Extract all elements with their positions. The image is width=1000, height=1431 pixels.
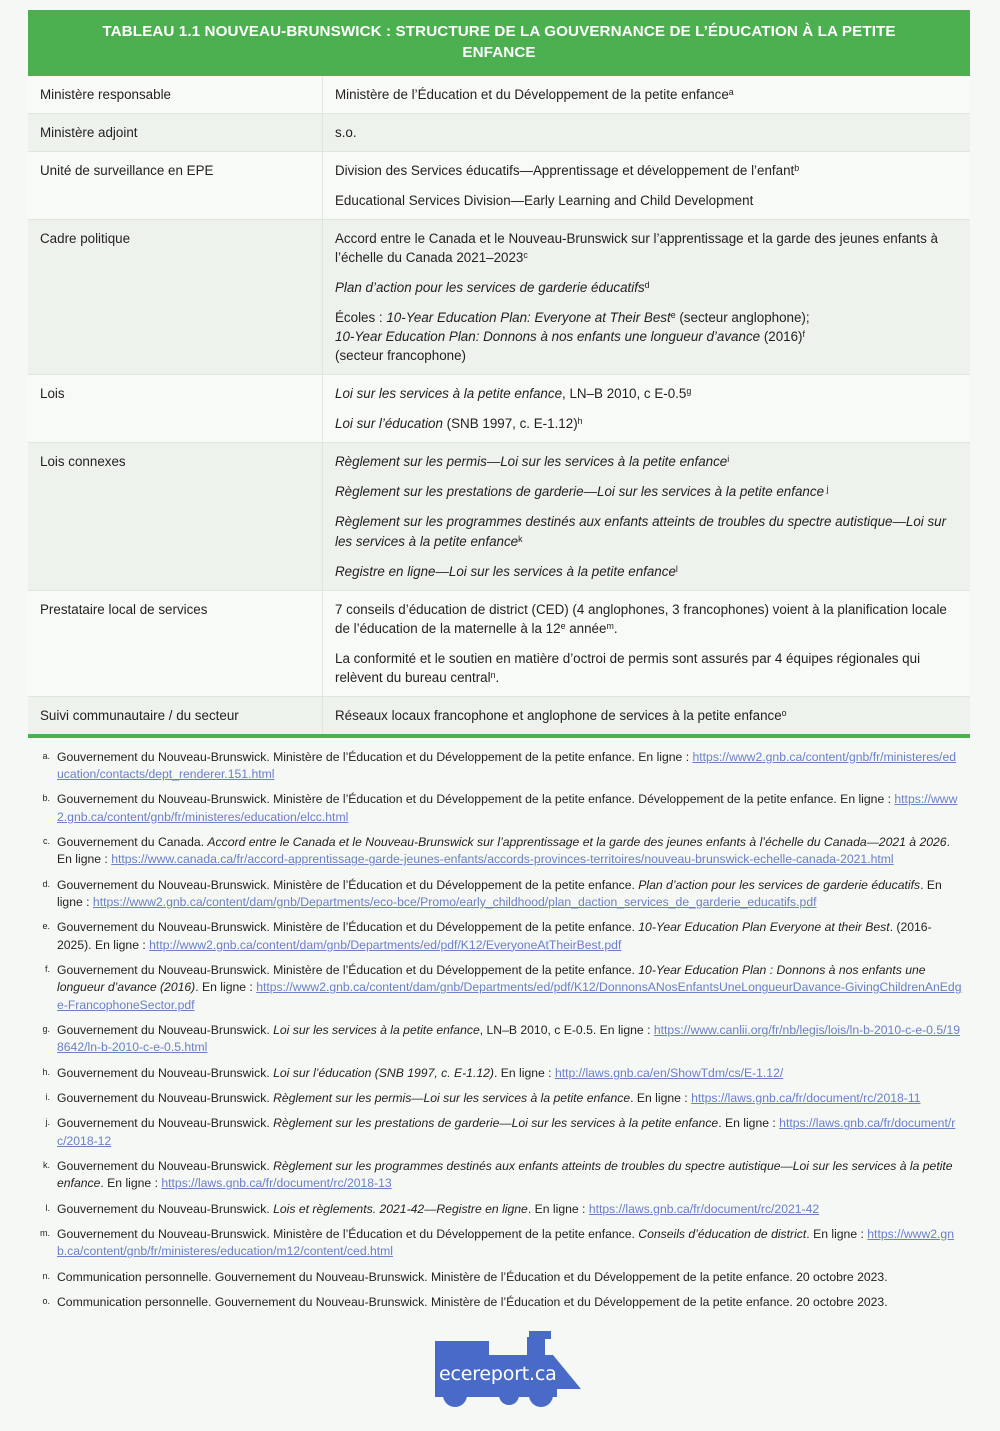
italic-text: Loi sur l’éducation xyxy=(335,416,443,432)
footnote-item xyxy=(32,749,962,784)
reference-link[interactable]: https://www.canlii.org/fr/nb/legis/lois/ln-b-2010-c-e-0.5/198642/ln-b-2010-c-e-0.5.html xyxy=(57,1022,961,1055)
text-run: , LN–B 2010, c E-0.5 xyxy=(562,386,687,402)
footnote-mark: b. xyxy=(42,793,50,804)
text-run: Gouvernement du Nouveau-Brunswick. xyxy=(57,1090,274,1105)
footnote-marker: c xyxy=(523,250,528,261)
italic-text: 10-Year Education Plan: Donnons à nos enfants une longueur d’avance xyxy=(335,329,761,345)
footnote-mark: m. xyxy=(40,1227,50,1238)
reference-link[interactable]: http://laws.gnb.ca/en/ShowTdm/cs/E-1.12/ xyxy=(554,1065,784,1080)
italic-text: Loi sur l’éducation (SNB 1997, c. E-1.12) xyxy=(273,1065,494,1080)
footnote-text xyxy=(57,919,962,954)
table-body xyxy=(28,76,970,734)
text-run: . En ligne : xyxy=(806,1226,868,1241)
footnote-marker: g xyxy=(686,386,692,397)
text-run: . En ligne : xyxy=(57,835,950,867)
value-paragraph xyxy=(335,706,958,725)
text-run: Gouvernement du Nouveau-Brunswick. Ministère de l’Éducation et du Développement de la petite enfance. Développement de la petite enfance. En ligne : xyxy=(57,792,895,807)
text-run: Gouvernement du Nouveau-Brunswick. xyxy=(57,1116,274,1131)
reference-link[interactable]: https://www2.gnb.ca/content/dam/gnb/Departments/ed/pdf/K12/DonnonsANosEnfantsUneLongueurDavance-GivingChildrenAnEdge-FrancophoneSector.pdf xyxy=(57,980,962,1012)
text-run: Gouvernement du Nouveau-Brunswick. Ministère de l’Éducation et du Développement de la petite enfance. xyxy=(57,1226,639,1241)
table-row xyxy=(28,114,970,152)
value-paragraph xyxy=(335,452,958,471)
table-row xyxy=(28,375,970,443)
footnote-marker: e xyxy=(670,310,676,321)
footnote-text xyxy=(57,877,962,912)
footnote-mark: h. xyxy=(42,1066,50,1077)
row-label: Ministère adjoint xyxy=(28,114,323,152)
footnote-item xyxy=(32,791,962,826)
italic-text: 10-Year Education Plan : Donnons à nos enfants une longueur d’avance (2016) xyxy=(57,963,926,995)
footnote-text xyxy=(57,1158,962,1193)
value-paragraph xyxy=(335,482,958,501)
footnote-item xyxy=(32,1158,962,1193)
reference-link[interactable]: https://laws.gnb.ca/fr/document/rc/2018-12 xyxy=(57,1116,956,1148)
value-paragraph xyxy=(335,600,958,638)
row-value xyxy=(323,220,971,375)
reference-link[interactable]: https://www.canada.ca/fr/accord-apprentissage-garde-jeunes-enfants/accords-provinces-territoires/nouveau-brunswick-echelle-canada-2021.html xyxy=(111,852,894,867)
table-row xyxy=(28,443,970,590)
italic-text: 10-Year Education Plan Everyone at their Best xyxy=(638,920,890,935)
row-label: Suivi communautaire / du secteur xyxy=(28,696,323,734)
text-run: (secteur anglophone); xyxy=(675,310,810,326)
reference-link[interactable]: https://laws.gnb.ca/fr/document/rc/2018-13 xyxy=(161,1176,392,1191)
text-run: s.o. xyxy=(335,125,357,141)
text-run: La conformité et le soutien en matière d’octroi de permis sont assurés par 4 équipes régionales qui relèvent du bureau central xyxy=(335,650,921,685)
footnote-mark: j. xyxy=(45,1117,50,1128)
footnote-mark: n. xyxy=(42,1270,50,1281)
text-run: Ministère de l’Éducation et du Développement de la petite enfance xyxy=(335,87,729,103)
footnote-mark: d. xyxy=(42,878,50,889)
footnote-item xyxy=(32,877,962,912)
text-run: Réseaux locaux francophone et anglophone de services à la petite enfance xyxy=(335,707,782,723)
italic-text: Plan d’action pour les services de garderie éducatifs xyxy=(335,280,645,296)
governance-table xyxy=(28,10,970,738)
text-run: Gouvernement du Nouveau-Brunswick. Ministère de l’Éducation et du Développement de la petite enfance. xyxy=(57,920,639,935)
text-run: Gouvernement du Nouveau-Brunswick. xyxy=(57,1065,274,1080)
footnote-item xyxy=(32,1269,962,1286)
text-run: . En ligne : xyxy=(718,1116,780,1131)
text-run: . En ligne : xyxy=(100,1176,162,1191)
value-paragraph xyxy=(335,562,958,581)
footnote-text xyxy=(57,749,962,784)
footnote-text xyxy=(57,834,962,869)
reference-link[interactable]: https://www2.gnb.ca/content/gnb/fr/ministeres/education/m12/content/ced.html xyxy=(57,1226,954,1259)
footnote-marker: l xyxy=(675,563,678,574)
text-run: Gouvernement du Nouveau-Brunswick. xyxy=(57,1022,274,1037)
table-title: TABLEAU 1.1 NOUVEAU-BRUNSWICK : STRUCTURE DE LA GOUVERNANCE DE L’ÉDUCATION À LA PETITE ENFANCE xyxy=(28,10,970,76)
italic-text: Plan d’action pour les services de garderie éducatifs xyxy=(638,877,921,892)
value-paragraph xyxy=(335,649,958,687)
reference-link[interactable]: https://www2.gnb.ca/content/dam/gnb/Departments/eco-bce/Promo/early_childhood/plan_daction_services_de_garderie_educatifs.pdf xyxy=(92,895,817,910)
row-value xyxy=(323,375,971,443)
footnote-mark: a. xyxy=(42,750,50,761)
table-row xyxy=(28,590,970,696)
footnote-marker: d xyxy=(644,280,650,291)
table-row xyxy=(28,76,970,114)
footnote-item xyxy=(32,1294,962,1311)
value-paragraph xyxy=(335,414,958,433)
text-run: . xyxy=(613,620,618,636)
footnote-marker: f xyxy=(802,329,805,340)
row-label: Cadre politique xyxy=(28,220,323,375)
italic-text: Conseils d’éducation de district xyxy=(638,1226,807,1241)
reference-link[interactable]: http://www2.gnb.ca/content/dam/gnb/Departments/ed/pdf/K12/EveryoneAtTheirBest.pdf xyxy=(149,937,622,952)
footnote-item xyxy=(32,919,962,954)
italic-text: Lois et règlements. 2021-42—Registre en ligne xyxy=(273,1201,528,1216)
footnote-text xyxy=(57,1226,962,1261)
footnote-marker: o xyxy=(781,707,787,718)
footnote-text xyxy=(57,962,962,1014)
text-run: Écoles : xyxy=(335,310,387,326)
row-label: Lois xyxy=(28,375,323,443)
text-run: . En ligne : xyxy=(630,1090,692,1105)
italic-text: Accord entre le Canada et le Nouveau-Brunswick sur l’apprentissage et la garde des jeunes enfants à l’échelle du Canada—2021 à 2026 xyxy=(207,835,947,850)
table-row xyxy=(28,152,970,220)
footnote-mark: g. xyxy=(42,1023,50,1034)
italic-text: Loi sur les services à la petite enfance xyxy=(273,1022,480,1037)
footnote-text xyxy=(57,1294,962,1311)
row-value xyxy=(323,152,971,220)
footnote-text xyxy=(57,1022,962,1057)
text-run: Gouvernement du Nouveau-Brunswick. Ministère de l’Éducation et du Développement de la petite enfance. En ligne : xyxy=(57,749,693,764)
text-run: Gouvernement du Nouveau-Brunswick. Ministère de l’Éducation et du Développement de la petite enfance. xyxy=(57,963,639,977)
footnote-item xyxy=(32,1065,962,1082)
value-paragraph xyxy=(335,161,958,180)
text-run: Accord entre le Canada et le Nouveau-Brunswick sur l’apprentissage et la garde des jeunes enfants à l’échelle du Canada 2021–2023 xyxy=(335,231,938,266)
footnote-marker: j xyxy=(824,484,829,495)
italic-text: Registre en ligne—Loi sur les services à la petite enfance xyxy=(335,563,676,579)
text-run: (2016) xyxy=(760,329,803,345)
footnote-marker: i xyxy=(727,454,730,465)
value-paragraph xyxy=(335,229,958,267)
footnote-item xyxy=(32,1201,962,1218)
text-run: Communication personnelle. Gouvernement du Nouveau-Brunswick. Ministère de l’Éducation et du Développement de la petite enfance. 20 octobre 2023. xyxy=(57,1294,888,1309)
row-value xyxy=(323,696,971,734)
reference-link[interactable]: https://laws.gnb.ca/fr/document/rc/2021-42 xyxy=(588,1201,820,1216)
footnote-marker: a xyxy=(728,87,734,98)
value-paragraph xyxy=(335,308,958,365)
footnote-item xyxy=(32,962,962,1014)
italic-text: Règlement sur les permis—Loi sur les services à la petite enfance xyxy=(273,1090,631,1105)
text-run: Gouvernement du Nouveau-Brunswick. xyxy=(57,1158,274,1173)
footnote-marker: h xyxy=(577,416,583,427)
footnote-marker: e xyxy=(560,620,566,631)
footnotes-list xyxy=(28,749,972,1312)
row-value xyxy=(323,114,971,152)
text-run: (SNB 1997, c. E-1.12) xyxy=(442,416,578,432)
value-paragraph xyxy=(335,512,958,550)
italic-text: 10-Year Education Plan: Everyone at Their Best xyxy=(386,310,671,326)
row-value xyxy=(323,76,971,114)
table-row xyxy=(28,696,970,734)
text-run: . (2016-2025). En ligne : xyxy=(57,920,932,952)
value-paragraph xyxy=(335,123,958,142)
text-run: Gouvernement du Canada. xyxy=(57,835,208,850)
reference-link[interactable]: https://www2.gnb.ca/content/gnb/fr/ministeres/education/elcc.html xyxy=(57,792,958,824)
text-run: Educational Services Division—Early Learning and Child Development xyxy=(335,193,754,209)
footnote-marker: b xyxy=(794,163,800,174)
footnote-mark: o. xyxy=(42,1295,50,1306)
row-label: Unité de surveillance en EPE xyxy=(28,152,323,220)
row-label: Prestataire local de services xyxy=(28,590,323,696)
footnote-mark: l. xyxy=(45,1202,50,1213)
text-run: Communication personnelle. Gouvernement du Nouveau-Brunswick. Ministère de l’Éducation et du Développement de la petite enfance. 20 octobre 2023. xyxy=(57,1269,888,1284)
text-run: . En ligne : xyxy=(195,980,257,995)
footnote-text xyxy=(57,1090,962,1107)
row-value xyxy=(323,443,971,590)
footnote-mark: f. xyxy=(44,964,50,974)
value-paragraph xyxy=(335,85,958,104)
footnote-text xyxy=(57,1115,962,1150)
table-row xyxy=(28,220,970,375)
text-run: . xyxy=(495,669,500,685)
text-run: Division des Services éducatifs—Apprentissage et développement de l’enfant xyxy=(335,163,795,179)
text-run: Gouvernement du Nouveau-Brunswick. xyxy=(57,1201,274,1216)
text-run: , LN–B 2010, c E-0.5. En ligne : xyxy=(479,1022,654,1037)
text-run: (secteur francophone) xyxy=(335,348,467,364)
footnote-item xyxy=(32,1115,962,1150)
footnote-text xyxy=(57,1201,962,1218)
ecereport-logo[interactable] xyxy=(417,1327,583,1415)
text-run: Gouvernement du Nouveau-Brunswick. Ministère de l’Éducation et du Développement de la petite enfance. xyxy=(57,877,639,892)
footnote-item xyxy=(32,1090,962,1107)
footnote-text xyxy=(57,1269,962,1286)
reference-link[interactable]: https://www2.gnb.ca/content/gnb/fr/ministeres/education/contacts/dept_renderer.151.html xyxy=(57,749,957,782)
italic-text: Règlement sur les permis—Loi sur les services à la petite enfance xyxy=(335,454,728,470)
footnote-mark: e. xyxy=(42,921,50,932)
footnote-marker: n xyxy=(490,669,496,680)
text-run: . En ligne : xyxy=(57,877,942,910)
italic-text: Loi sur les services à la petite enfance xyxy=(335,386,563,402)
italic-text: Règlement sur les prestations de garderie—Loi sur les services à la petite enfance xyxy=(335,484,825,500)
footnote-marker: m xyxy=(606,620,614,631)
footnote-item xyxy=(32,1226,962,1261)
row-value xyxy=(323,590,971,696)
value-paragraph xyxy=(335,191,958,210)
row-label: Lois connexes xyxy=(28,443,323,590)
italic-text: Règlement sur les programmes destinés aux enfants atteints de troubles du spectre autistique—Loi sur les services à la petite enfance xyxy=(57,1158,953,1191)
text-run: 7 conseils d’éducation de district (CED) (4 anglophones, 3 francophones) voient à la planification locale de l’éducation de la maternelle à la 12 xyxy=(335,601,947,636)
text-run: . En ligne : xyxy=(493,1065,555,1080)
footnote-text xyxy=(57,1065,962,1082)
footnote-mark: i. xyxy=(45,1091,50,1102)
footnote-item xyxy=(32,1022,962,1057)
footnote-mark: k. xyxy=(42,1159,50,1170)
footnote-text xyxy=(57,791,962,826)
footnote-mark: c. xyxy=(42,836,50,847)
italic-text: Règlement sur les programmes destinés aux enfants atteints de troubles du spectre autistique—Loi sur les services à la petite enfance xyxy=(335,514,947,549)
italic-text: Règlement sur les prestations de garderie—Loi sur les services à la petite enfance xyxy=(273,1116,719,1131)
footer-logo-area xyxy=(28,1327,972,1431)
reference-link[interactable]: https://laws.gnb.ca/fr/document/rc/2018-11 xyxy=(691,1090,921,1105)
value-paragraph xyxy=(335,384,958,403)
row-label: Ministère responsable xyxy=(28,76,323,114)
footnote-item xyxy=(32,834,962,869)
footnote-marker: k xyxy=(518,533,523,544)
text-run: . En ligne : xyxy=(527,1201,589,1216)
logo-wordmark: ecereport.ca xyxy=(439,1363,557,1386)
text-run: année xyxy=(565,620,607,636)
value-paragraph xyxy=(335,278,958,297)
